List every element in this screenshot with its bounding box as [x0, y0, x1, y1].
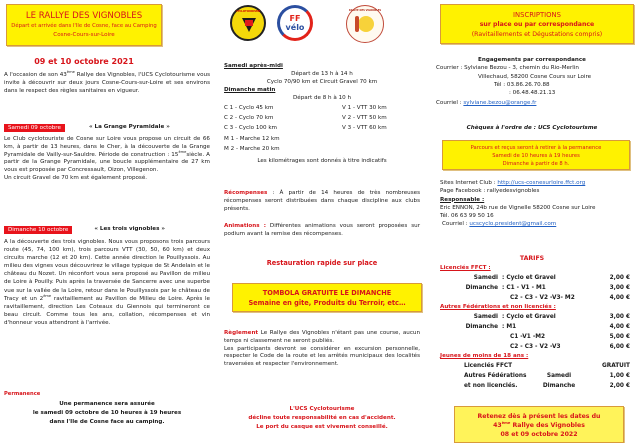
- samedi-title: Samedi après-midi: [224, 63, 283, 69]
- kilometrage-note: Les kilométrages sont donnés à titre indicatifs: [257, 158, 387, 165]
- route-row: M 2 - Marche 20 km: [224, 145, 280, 152]
- saturday-tag: Samedi 09 octobre: [4, 124, 65, 132]
- saturday-gravel: Un circuit Gravel de 70 km est également proposé.: [4, 174, 148, 181]
- column-middle: [220, 0, 424, 443]
- courriel-link[interactable]: sylviane.bezou@orange.fr: [463, 100, 537, 107]
- inscriptions-line1: sur place ou par correspondance: [479, 21, 595, 28]
- dimanche-section: [224, 86, 420, 165]
- ucs-cyclotourisme-logo: CYCLOTOURISME: [230, 5, 266, 41]
- samedi-section: [224, 62, 420, 86]
- recompenses-text: Récompenses : À partir de 14 heures de très nombreuses récompenses seront distribuées dans chaque discipline aux clubs présents.: [224, 190, 420, 212]
- reglement-text: Règlement Le Rallye des Vignobles n'étant pas une course, aucun temps ni classement ne seront publiés. Les participants devront se considérer en excursion personnelle, respecter le Code de la route et les arrêtés municipaux des localités traversées et respecter l'environnement.: [224, 330, 420, 368]
- sunday-text: A la découverte des trois vignobles. Nous vous proposons trois parcours route (45, 74, 100 km), trois parcours VTT (30, 50, 60 km) et deux circuits marche (12 et 20 km). Cette année direction le Pouillyssois. Au milieu des vignes vous découvrirez le village typique de St Andelain et le château du Nozet. Un réconfort vous sera proposé au Pavillon de milieu de Loire à Pouilly. Puis après la traversée de Sancerre avec une superbe vue sur la vallée de la Loire, retour dans le Pouillyssois par le château de Tracy et un 2ème ravitaillement au Pavillon de Milieu de Loire. Après le ravitaillement, direction Les Coteaux du Giennois qui termineront ce beau circuit. Comme tous les ans, collation, récompenses et vin d'honneur vous attendront à l'arrivée.: [4, 239, 210, 326]
- restauration-text: Restauration rapide sur place: [266, 259, 378, 267]
- president-email-link[interactable]: ucscyclo.president@gmail.com: [469, 221, 557, 228]
- column-left: [4, 0, 212, 443]
- engagements-section: Engagements par correspondance Courrier : Sylviane Bezou - 3, chemin du Rio-Merlin Villechaud, 58200 Cosne Cours sur Loire Tél : 03.86.26.70.88 : 06.48.48.21.13 Courriel : sylviane.bezou@orange.fr: [436, 57, 592, 107]
- tarif-row: Licenciés FFCT GRATUIT: [464, 363, 630, 369]
- tarif-row: C2 - C3 - V2 -V3- M2 4,00 €: [510, 295, 630, 301]
- permanence-line1: Une permanence sera assurée: [59, 400, 155, 407]
- routes-list: [224, 103, 420, 154]
- rallye-subtitle-line1: Départ et arrivée dans l'Ile de Cosne, face au Camping: [11, 23, 157, 29]
- inscriptions-line2: (Ravitaillements et Dégustations compris): [471, 31, 603, 38]
- permanence-line2: le samedi 09 octobre de 10 heures à 19 heures: [32, 409, 182, 416]
- grapes-icon: [358, 16, 374, 32]
- sunday-section: [4, 226, 210, 327]
- tarifs-title: TARIFS: [519, 255, 545, 262]
- permanence-section: [4, 391, 210, 427]
- contact-section: Sites Internet Club : http://ucs-cosnesurloire.ffct.org Page Facebook : rallyedesvignobles Responsable : Eric ENNON, 24b rue de Vignelle 58200 Cosne sur Loire Tél. 06 63 99 50 16 Courriel : ucscyclo.president@gmail.com: [440, 180, 596, 228]
- tombola-line1: TOMBOLA GRATUITE LE DIMANCHE: [262, 289, 392, 297]
- tarif-row: Samedi : Cyclo et Gravel 2,00 €: [473, 275, 630, 281]
- tarif-row: et non licenciés. Dimanche 2,00 €: [464, 383, 630, 389]
- saturday-theme: « La Grange Pyramidale »: [88, 124, 170, 131]
- rallye-subtitle-line2: Cosne-Cours-sur-Loire: [53, 32, 115, 38]
- rallye-header-box: [6, 4, 162, 46]
- tombola-box: [232, 283, 422, 312]
- samedi-line1: Départ de 13 h à 14 h: [291, 71, 353, 77]
- column-right: [428, 0, 636, 443]
- inscriptions-title: INSCRIPTIONS: [513, 11, 561, 19]
- cheques-text: Chèques à l'ordre de : UCS Cyclotourisme: [466, 125, 598, 131]
- rallye-title: LE RALLYE DES VIGNOBLES: [25, 11, 143, 21]
- tarif-row: Samedi : Cyclo et Gravel 3,00 €: [473, 314, 630, 320]
- intro-text: A l'occasion de son 43ème Rallye des Vignobles, l'UCS Cyclotourisme vous invite à découvrir sur deux jours Cosne-Cours-sur-Loire et ses environs dans le respect des règles sanitaires en vigueur.: [4, 70, 210, 94]
- tarif-row: Autres Fédérations Samedi 1,00 €: [464, 373, 630, 379]
- samedi-line2: Cyclo 70/90 km et Circuit Gravel 70 km: [266, 79, 378, 85]
- disclaimer: L'UCS Cyclotourisme décline toute responsabilité en cas d'accident. Le port du casque est vivement conseillé.: [248, 406, 396, 430]
- saturday-section: [4, 124, 210, 183]
- tombola-line2: Semaine en gîte, Produits du Terroir, etc…: [248, 299, 406, 307]
- sunday-theme: « Les trois vignobles »: [94, 226, 165, 233]
- tarif-row: C2 - C3 - V2 -V3 6,00 €: [510, 344, 630, 350]
- retenez-box: Retenez dès à présent les dates du 43ème Rallye des Vignobles 08 et 09 octobre 2022: [454, 406, 624, 443]
- rallye-des-vignobles-logo: RALLYE DES VIGNOBLES: [346, 5, 384, 43]
- tarif-row: Dimanche : C1 - V1 - M1 3,00 €: [465, 285, 630, 291]
- dimanche-title: Dimanche matin: [224, 87, 276, 93]
- dimanche-line1: Départ de 8 h à 10 h: [292, 95, 352, 101]
- site-link[interactable]: http://ucs-cosnesurloire.ffct.org: [497, 180, 586, 186]
- tarif-row: Dimanche : M1 4,00 €: [465, 324, 630, 330]
- tarifs-section: Licenciés FFCT : Samedi : Cyclo et Gravel 2,00 € Dimanche : C1 - V1 - M1 3,00 € C2 - C3 - V2 -V3- M2 4,00 € Autres Fédérations et non licenciés : Samedi : Cyclo et Gravel 3,00 € Dimanche : M1 4,00 € C1 -V1 -M2 5,00 € C2 - C3 - V2 -V3 6,00 € Jeunes de moins de 18 ans : Licenciés FFCT GRATUIT Autres Fédérations Samedi 1,00 € et non licenciés. Dimanche 2,00 €: [440, 264, 636, 391]
- saturday-text: Le Club cyclotouriste de Cosne sur Loire vous propose un circuit de 66 km, à partir de 13 heures, dans le Cher, à la découverte de la Grange Pyramidale de Vailly-sur-Sauldre. Période de construction : 15èmesiècle. A partir de la Grange Pyramidale, une boucle supplémentaire de 27 km vous est proposée par Concressault, Oizon, Villegenon.: [4, 136, 210, 174]
- permanence-line3: dans l'Ile de Cosne face au camping.: [49, 418, 165, 425]
- route-row: M 1 - Marche 12 km: [224, 135, 280, 142]
- animations-text: Animations : Différentes animations vous seront proposées sur podium avant la remise des récompenses.: [224, 223, 420, 237]
- route-row: C 1 - Cyclo 45 km V 1 - VTT 30 km: [224, 105, 387, 111]
- ff-velo-logo: FF vélo: [277, 5, 313, 41]
- permanence-label: Permanence: [4, 391, 41, 397]
- retrait-box: Parcours et reçus seront à retirer à la permanence Samedi de 10 heures à 19 heures Dimanche à partir de 8 h.: [442, 140, 630, 170]
- sunday-tag: Dimanche 10 octobre: [4, 226, 72, 234]
- inscriptions-box: [440, 4, 634, 44]
- event-date: 09 et 10 octobre 2021: [34, 57, 134, 66]
- tarif-row: C1 -V1 -M2 5,00 €: [510, 334, 630, 340]
- route-row: C 3 - Cyclo 100 km V 3 - VTT 60 km: [224, 125, 387, 132]
- route-row: C 2 - Cyclo 70 km V 2 - VTT 50 km: [224, 115, 387, 122]
